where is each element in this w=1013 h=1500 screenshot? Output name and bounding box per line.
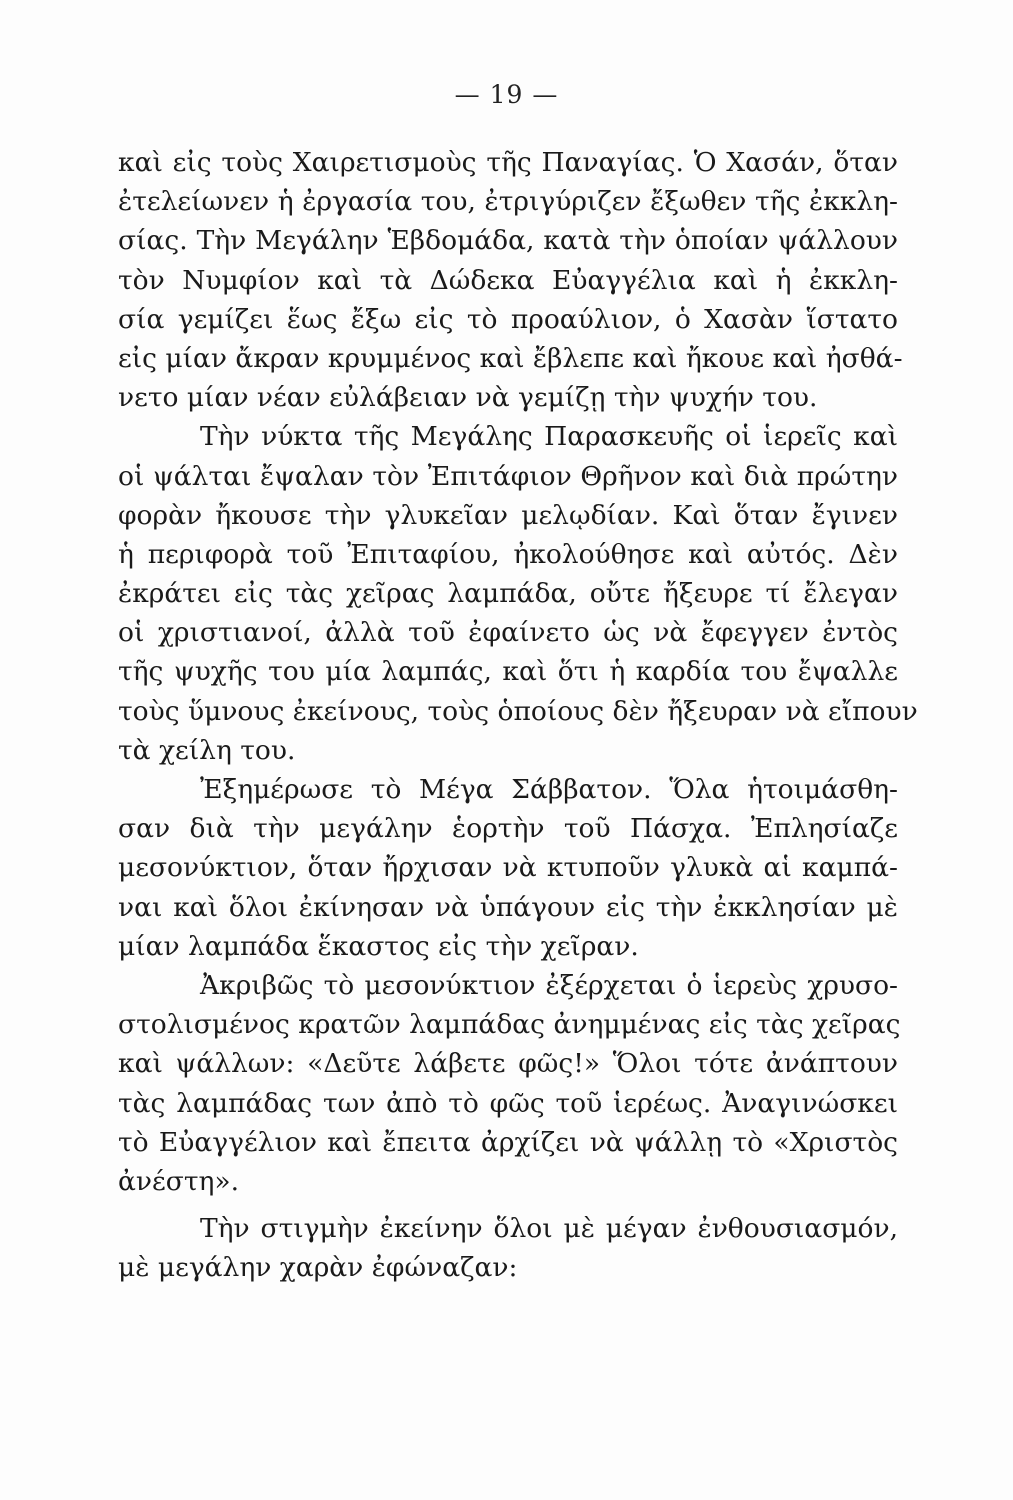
text-line: οἱ ψάλται ἔψαλαν τὸν Ἐπιτάφιον Θρῆνον καὶ διὰ πρώτην [118, 460, 898, 492]
paragraph-gap [118, 1201, 898, 1209]
text-line: σία γεμίζει ἕως ἔξω εἰς τὸ προαύλιον, ὁ Χασὰν ἵστατο [118, 303, 898, 335]
body-text [118, 143, 918, 1287]
text-line: Ἐξημέρωσε τὸ Μέγα Σάββατον. Ὅλα ἡτοιμάσθη- [200, 774, 898, 805]
text-line: στολισμένος κρατῶν λαμπάδας ἀνημμένας εἰς τὰς χεῖρας [118, 1009, 901, 1041]
text-line: μεσονύκτιον, ὅταν ἤρχισαν νὰ κτυποῦν γλυκὰ αἱ καμπά- [118, 852, 898, 884]
text-line: τὸν Νυμφίον καὶ τὰ Δώδεκα Εὐαγγέλια καὶ ἡ ἐκκλη- [118, 264, 898, 296]
paragraph-1 [118, 143, 903, 417]
text-line: Τὴν νύκτα τῆς Μεγάλης Παρασκευῆς οἱ ἱερεῖς καὶ [200, 421, 898, 453]
text-line: μίαν λαμπάδα ἕκαστος εἰς τὴν χεῖραν. [118, 930, 639, 962]
text-line: τὰς λαμπάδας των ἀπὸ τὸ φῶς τοῦ ἱερέως. Ἀναγινώσκει [118, 1087, 898, 1119]
text-line: σίας. Τὴν Μεγάλην Ἑβδομάδα, κατὰ τὴν ὁποίαν ψάλλουν [118, 225, 898, 257]
text-line: ἐτελείωνεν ἡ ἐργασία του, ἐτριγύριζεν ἔξωθεν τῆς ἐκκλη- [118, 186, 898, 218]
text-line: τῆς ψυχῆς του μία λαμπάς, καὶ ὅτι ἡ καρδία του ἔψαλλε [118, 656, 898, 688]
text-line: καὶ εἰς τοὺς Χαιρετισμοὺς τῆς Παναγίας. Ὁ Χασάν, ὅταν [118, 147, 898, 178]
text-line: φορὰν ἤκουσε τὴν γλυκεῖαν μελῳδίαν. Καὶ ὅταν ἔγινεν [118, 499, 898, 531]
text-line: ἐκράτει εἰς τὰς χεῖρας λαμπάδα, οὔτε ἤξευρε τί ἔλεγαν [118, 578, 898, 610]
text-line: Τὴν στιγμὴν ἐκείνην ὅλοι μὲ μέγαν ἐνθουσιασμόν, [200, 1213, 898, 1245]
text-line: καὶ ψάλλων: «Δεῦτε λάβετε φῶς!» Ὅλοι τότε ἀνάπτουν [118, 1048, 898, 1080]
text-line: μὲ μεγάλην χαρὰν ἐφώναζαν: [118, 1252, 518, 1284]
text-line: τοὺς ὕμνους ἐκείνους, τοὺς ὁποίους δὲν ἤξευραν νὰ εἴπουν [118, 695, 918, 727]
paragraph-4 [118, 966, 901, 1201]
text-line: Ἀκριβῶς τὸ μεσονύκτιον ἐξέρχεται ὁ ἱερεὺς χρυσο- [200, 969, 898, 1001]
text-line: εἰς μίαν ἄκραν κρυμμένος καὶ ἔβλεπε καὶ ἤκουε καὶ ἠσθά- [118, 342, 903, 374]
page-number: — 19 — [454, 80, 559, 109]
text-line: τὸ Εὐαγγέλιον καὶ ἔπειτα ἀρχίζει νὰ ψάλλῃ τὸ «Χριστὸς [118, 1126, 898, 1158]
text-line: νετο μίαν νέαν εὐλάβειαν νὰ γεμίζῃ τὴν ψυχήν του. [118, 382, 818, 414]
paragraph-3 [118, 770, 898, 966]
text-line: ναι καὶ ὅλοι ἐκίνησαν νὰ ὑπάγουν εἰς τὴν ἐκκλησίαν μὲ [118, 891, 898, 923]
text-line: τὰ χείλη του. [118, 734, 296, 766]
paragraph-5 [118, 1209, 898, 1287]
text-line: σαν διὰ τὴν μεγάλην ἑορτὴν τοῦ Πάσχα. Ἐπλησίαζε [118, 813, 898, 845]
text-line: οἱ χριστιανοί, ἀλλὰ τοῦ ἐφαίνετο ὡς νὰ ἔφεγγεν ἐντὸς [118, 617, 898, 649]
text-line: ἀνέστη». [118, 1165, 239, 1197]
paragraph-2 [118, 417, 918, 770]
text-line: ἡ περιφορὰ τοῦ Ἐπιταφίου, ἠκολούθησε καὶ αὐτός. Δὲν [118, 538, 898, 570]
